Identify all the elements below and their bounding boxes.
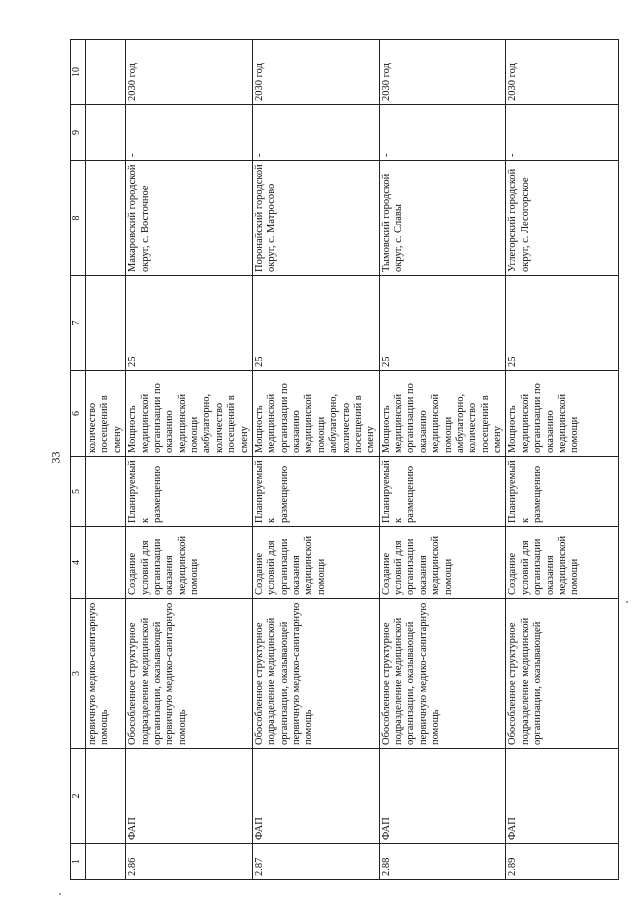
table-cell	[86, 161, 126, 276]
object-characteristic: Мощность медицинской организации по оказанию медицинской помощи амбулаторно, количество посещений в смену	[252, 371, 379, 457]
table-cell	[86, 844, 126, 880]
object-status: Планируемый к размещению	[126, 457, 253, 527]
column-number: 6	[71, 371, 86, 457]
object-characteristic: Мощность медицинской организации по оказанию медицинской помощи амбулаторно, количество посещений в смену	[379, 371, 506, 457]
object-name: Обособленное структурное подразделение медицинской организации, оказывающей	[506, 599, 619, 749]
page-number: 33	[48, 451, 63, 464]
object-location: Поронайский городской округ, с. Матросово	[252, 161, 379, 276]
object-location: Тымовский городской округ, с. Славы	[379, 161, 506, 276]
object-type: ФАП	[126, 749, 253, 844]
table-cell	[86, 105, 126, 161]
object-location: Углегорский городской округ, с. Лесогорское	[506, 161, 619, 276]
object-status: Планируемый к размещению	[252, 457, 379, 527]
object-characteristic: Мощность медицинской организации по оказанию медицинской помощи амбулаторно, количество посещений в смену	[126, 371, 253, 457]
column-number: 8	[71, 161, 86, 276]
column-number: 3	[71, 599, 86, 749]
object-name: Обособленное структурное подразделение медицинской организации, оказывающей первичную медико-санитарную помощь	[126, 599, 253, 749]
table-cell	[86, 527, 126, 599]
continued-characteristic-cell: количество посещений в смену	[86, 371, 126, 457]
object-zone: -	[379, 105, 506, 161]
table-cell	[86, 457, 126, 527]
table-cell	[86, 749, 126, 844]
table-cell	[86, 40, 126, 105]
scan-speck	[626, 601, 628, 603]
object-type: ФАП	[379, 749, 506, 844]
object-year: 2030 год	[379, 40, 506, 105]
object-purpose: Создание условий для организации оказания медицинской помощи	[379, 527, 506, 599]
object-value: 25	[126, 276, 253, 371]
object-purpose: Создание условий для организации оказания медицинской помощи	[252, 527, 379, 599]
object-zone: -	[506, 105, 619, 161]
object-value: 25	[506, 276, 619, 371]
column-number: 9	[71, 105, 86, 161]
table-row	[506, 40, 619, 880]
column-number: 5	[71, 457, 86, 527]
object-zone: -	[252, 105, 379, 161]
rotated-table-container	[70, 40, 587, 880]
planned-objects-table	[70, 39, 619, 880]
object-status: Планируемый к размещению	[506, 457, 619, 527]
column-number: 4	[71, 527, 86, 599]
table-row	[126, 40, 253, 880]
row-number: 2.86	[126, 844, 253, 880]
row-number: 2.89	[506, 844, 619, 880]
object-status: Планируемый к размещению	[379, 457, 506, 527]
table-cell	[86, 276, 126, 371]
object-value: 25	[379, 276, 506, 371]
column-number: 10	[71, 40, 86, 105]
object-characteristic: Мощность медицинской организации по оказанию медицинской помощи	[506, 371, 619, 457]
object-name: Обособленное структурное подразделение медицинской организации, оказывающей первичную медико-санитарную помощь	[252, 599, 379, 749]
continuation-row	[86, 40, 126, 880]
object-type: ФАП	[252, 749, 379, 844]
table-row	[252, 40, 379, 880]
object-year: 2030 год	[252, 40, 379, 105]
column-number-row	[71, 40, 86, 880]
row-number: 2.88	[379, 844, 506, 880]
object-year: 2030 год	[506, 40, 619, 105]
row-number: 2.87	[252, 844, 379, 880]
object-year: 2030 год	[126, 40, 253, 105]
column-number: 1	[71, 844, 86, 880]
table-row	[379, 40, 506, 880]
object-type: ФАП	[506, 749, 619, 844]
scan-speck	[59, 893, 61, 895]
object-value: 25	[252, 276, 379, 371]
column-number: 2	[71, 749, 86, 844]
object-purpose: Создание условий для организации оказания медицинской помощи	[126, 527, 253, 599]
object-location: Макаровский городской округ, с. Восточное	[126, 161, 253, 276]
object-name: Обособленное структурное подразделение медицинской организации, оказывающей первичную медико-санитарную помощь	[379, 599, 506, 749]
column-number: 7	[71, 276, 86, 371]
object-purpose: Создание условий для организации оказания медицинской помощи	[506, 527, 619, 599]
continued-name-cell: первичную медико-санитарную помощь	[86, 599, 126, 749]
object-zone: -	[126, 105, 253, 161]
